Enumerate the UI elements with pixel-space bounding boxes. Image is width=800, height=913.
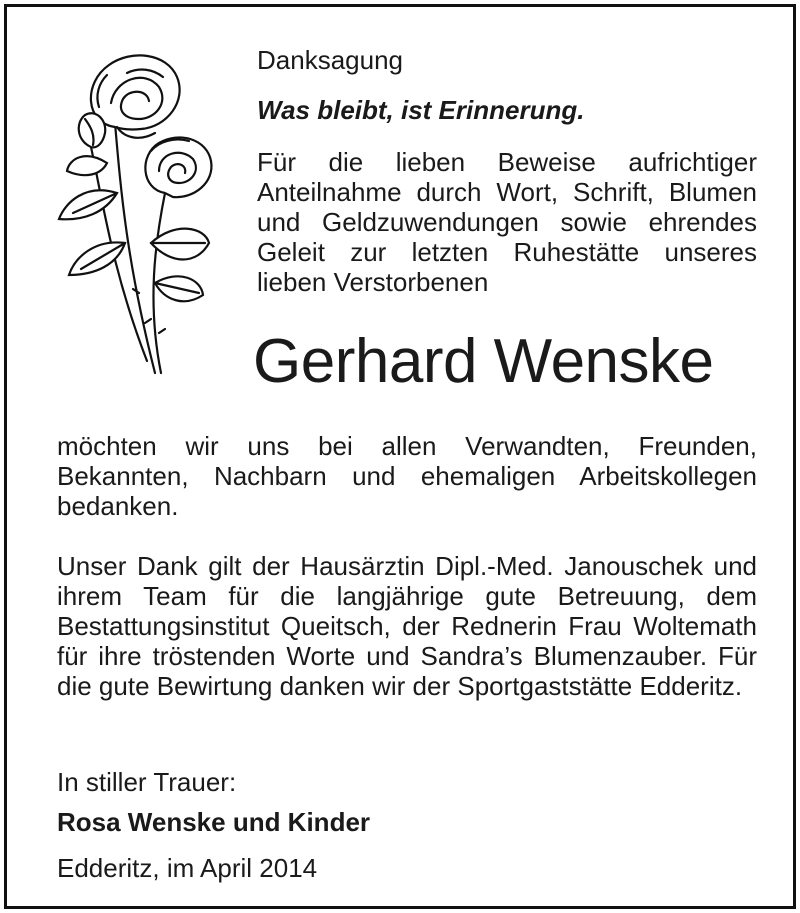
obituary-notice bbox=[4, 4, 796, 909]
notice-motto: Was bleibt, ist Erinnerung. bbox=[257, 95, 585, 125]
intro-paragraph: Für die lieben Beweise aufrichtiger Anteilnahme durch Wort, Schrift, Blumen und Geldzuwendungen sowie ehrendes Geleit zur letzten Ruhestätte unseres lieben Verstorbenen bbox=[257, 147, 757, 297]
thanks-paragraph: möchten wir uns bei allen Verwandten, Freunden, Bekannten, Nachbarn und ehemaligen Arbeitskollegen bedanken. bbox=[57, 431, 757, 521]
mourning-line: In stiller Trauer: bbox=[57, 767, 237, 797]
gratitude-paragraph: Unser Dank gilt der Hausärztin Dipl.-Med. Janouschek und ihrem Team für die langjährige gute Betreuung, dem Bestattungsinstitut Queitsch, der Rednerin Frau Woltemath für ihre tröstenden Worte und Sandra’s Blumenzauber. Für die gute Bewirtung danken wir der Sportgaststätte Edderitz. bbox=[57, 551, 757, 701]
deceased-name: Gerhard Wenske bbox=[253, 327, 714, 396]
notice-heading: Danksagung bbox=[257, 45, 403, 75]
roses-icon bbox=[55, 43, 235, 383]
place-date: Edderitz, im April 2014 bbox=[57, 853, 318, 883]
signer-name: Rosa Wenske und Kinder bbox=[57, 807, 371, 837]
